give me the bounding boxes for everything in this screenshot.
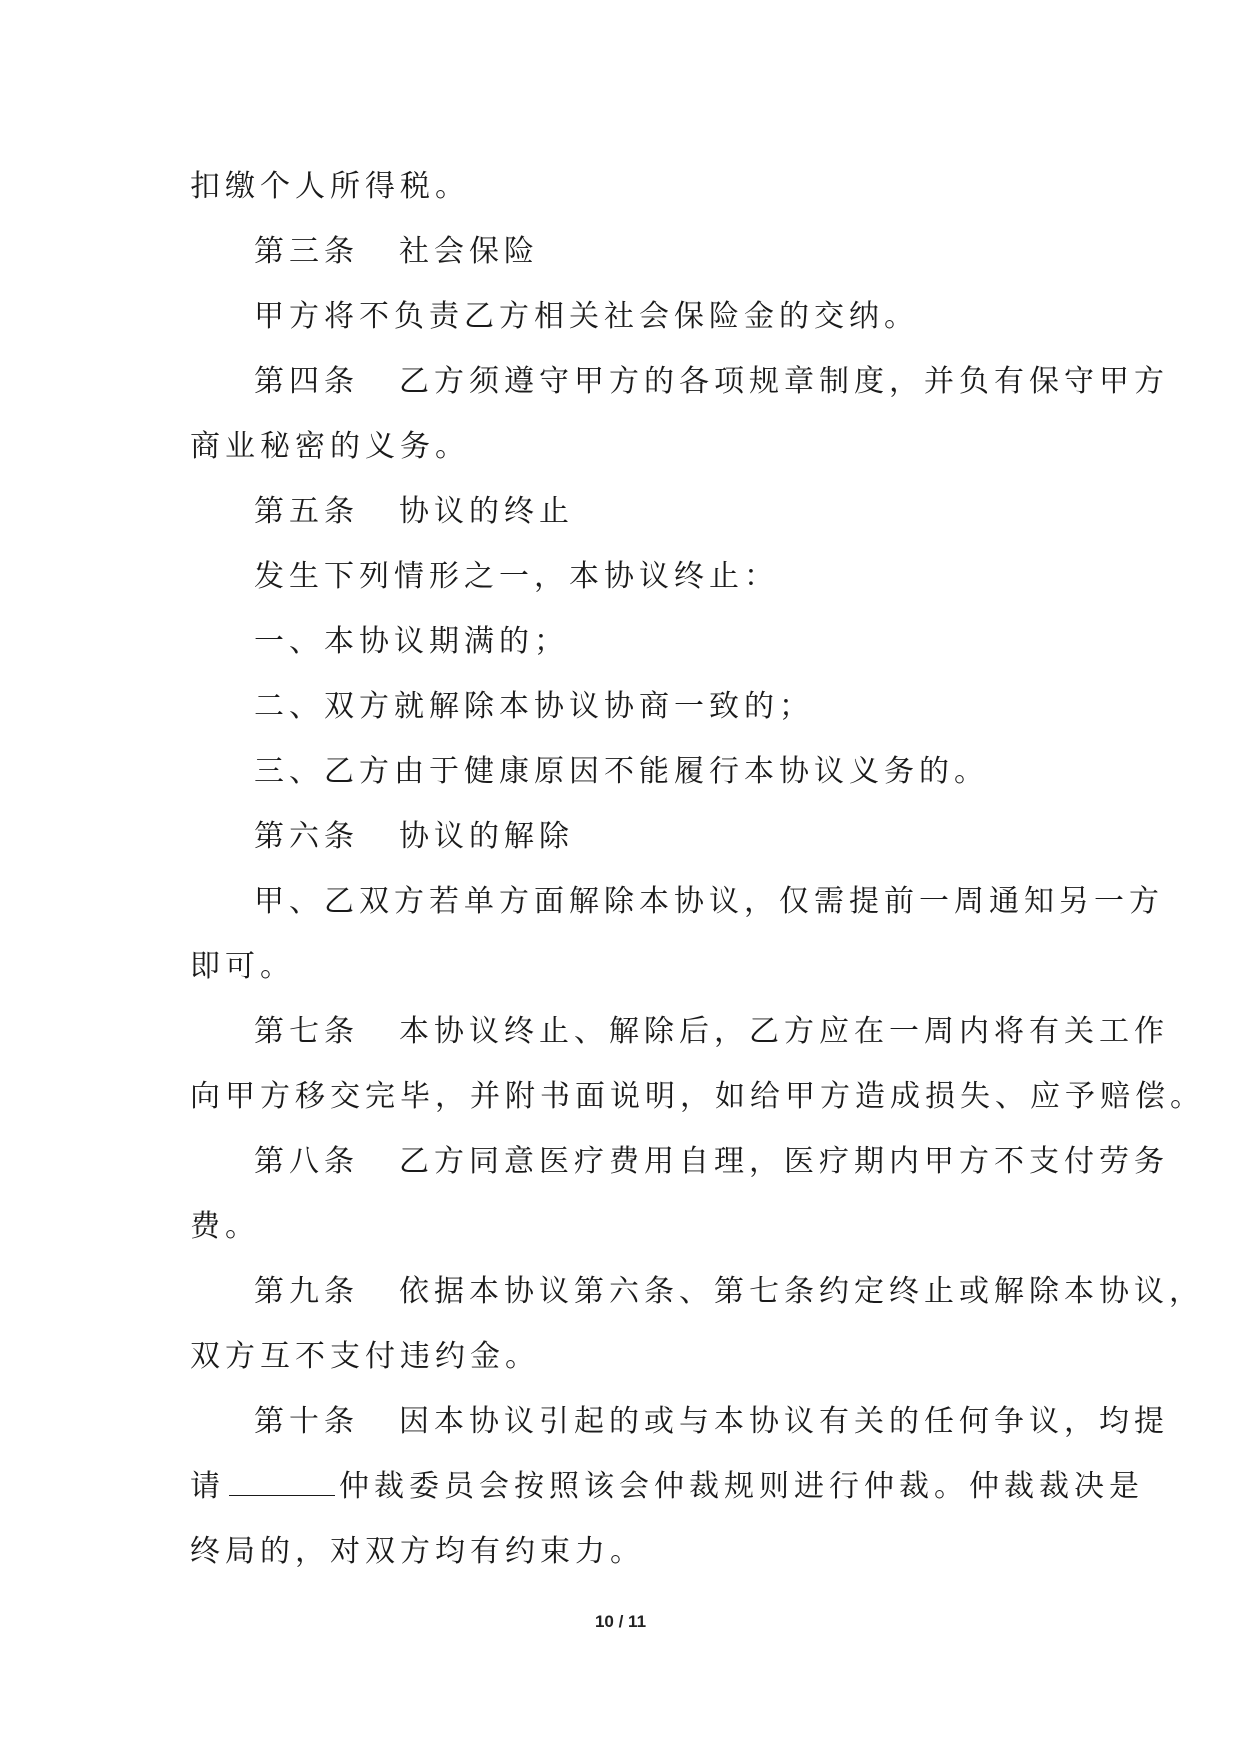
text: 本协议终止、解除后，乙方应在一周内将有关工作: [399, 1014, 1169, 1049]
text: 因本协议引起的或与本协议有关的任何争议，均提: [399, 1404, 1169, 1439]
paragraph-line: [190, 414, 1050, 479]
text: 仲裁委员会按照该会仲裁规则进行仲裁。仲裁裁决是: [339, 1469, 1144, 1504]
list-item: [190, 674, 1050, 739]
article-3-heading: [190, 219, 1050, 284]
article-number: 第七条: [254, 1014, 359, 1049]
article-number: 第六条: [254, 819, 359, 854]
page-number: 10 / 11: [594, 1612, 647, 1631]
text: 即可。: [190, 949, 295, 984]
text: 商业秘密的义务。: [190, 429, 470, 464]
text: 乙方须遵守甲方的各项规章制度，并负有保守甲方: [399, 364, 1169, 399]
paragraph-line: [190, 544, 1050, 609]
list-item: [190, 739, 1050, 804]
paragraph-line: [190, 1324, 1050, 1389]
text: 依据本协议第六条、第七条约定终止或解除本协议，: [399, 1274, 1204, 1309]
paragraph-line: [190, 1519, 1050, 1584]
text: 扣缴个人所得税。: [190, 169, 470, 204]
text: 请: [190, 1469, 225, 1504]
fill-in-blank: [229, 1467, 335, 1496]
article-number: 第九条: [254, 1274, 359, 1309]
article-9-line-1: [190, 1259, 1204, 1324]
article-10-line-1: [190, 1389, 1169, 1454]
list-item: [190, 609, 1050, 674]
article-title: 社会保险: [399, 234, 539, 269]
paragraph-line: [190, 284, 1050, 349]
text: 双方互不支付违约金。: [190, 1339, 540, 1374]
article-8-line-1: [190, 1129, 1169, 1194]
paragraph-line: [190, 1064, 1205, 1129]
article-7-line-1: [190, 999, 1169, 1064]
article-number: 第五条: [254, 494, 359, 529]
article-6-heading: [190, 804, 1050, 869]
article-title: 协议的解除: [399, 819, 574, 854]
text: 向甲方移交完毕，并附书面说明，如给甲方造成损失、应予赔偿。: [190, 1079, 1205, 1114]
article-number: 第四条: [254, 364, 359, 399]
text: 乙方同意医疗费用自理，医疗期内甲方不支付劳务: [399, 1144, 1169, 1179]
text: 三、乙方由于健康原因不能履行本协议义务的。: [254, 754, 989, 789]
paragraph-line: [190, 1194, 1050, 1259]
text: 甲、乙双方若单方面解除本协议，仅需提前一周通知另一方: [254, 884, 1164, 919]
paragraph-line: [190, 154, 1050, 219]
text: 甲方将不负责乙方相关社会保险金的交纳。: [254, 299, 919, 334]
article-number: 第八条: [254, 1144, 359, 1179]
text: 一、本协议期满的；: [254, 624, 569, 659]
article-number: 第三条: [254, 234, 359, 269]
article-title: 协议的终止: [399, 494, 574, 529]
text: 二、双方就解除本协议协商一致的；: [254, 689, 814, 724]
document-body: [190, 154, 1205, 1584]
text: 发生下列情形之一，本协议终止：: [254, 559, 779, 594]
article-5-heading: [190, 479, 1050, 544]
paragraph-line: [190, 1454, 1144, 1519]
paragraph-line: [190, 869, 1164, 934]
article-number: 第十条: [254, 1404, 359, 1439]
paragraph-line: [190, 934, 1050, 999]
text: 终局的，对双方均有约束力。: [190, 1534, 645, 1569]
article-4-line-1: [190, 349, 1169, 414]
text: 费。: [190, 1209, 260, 1244]
